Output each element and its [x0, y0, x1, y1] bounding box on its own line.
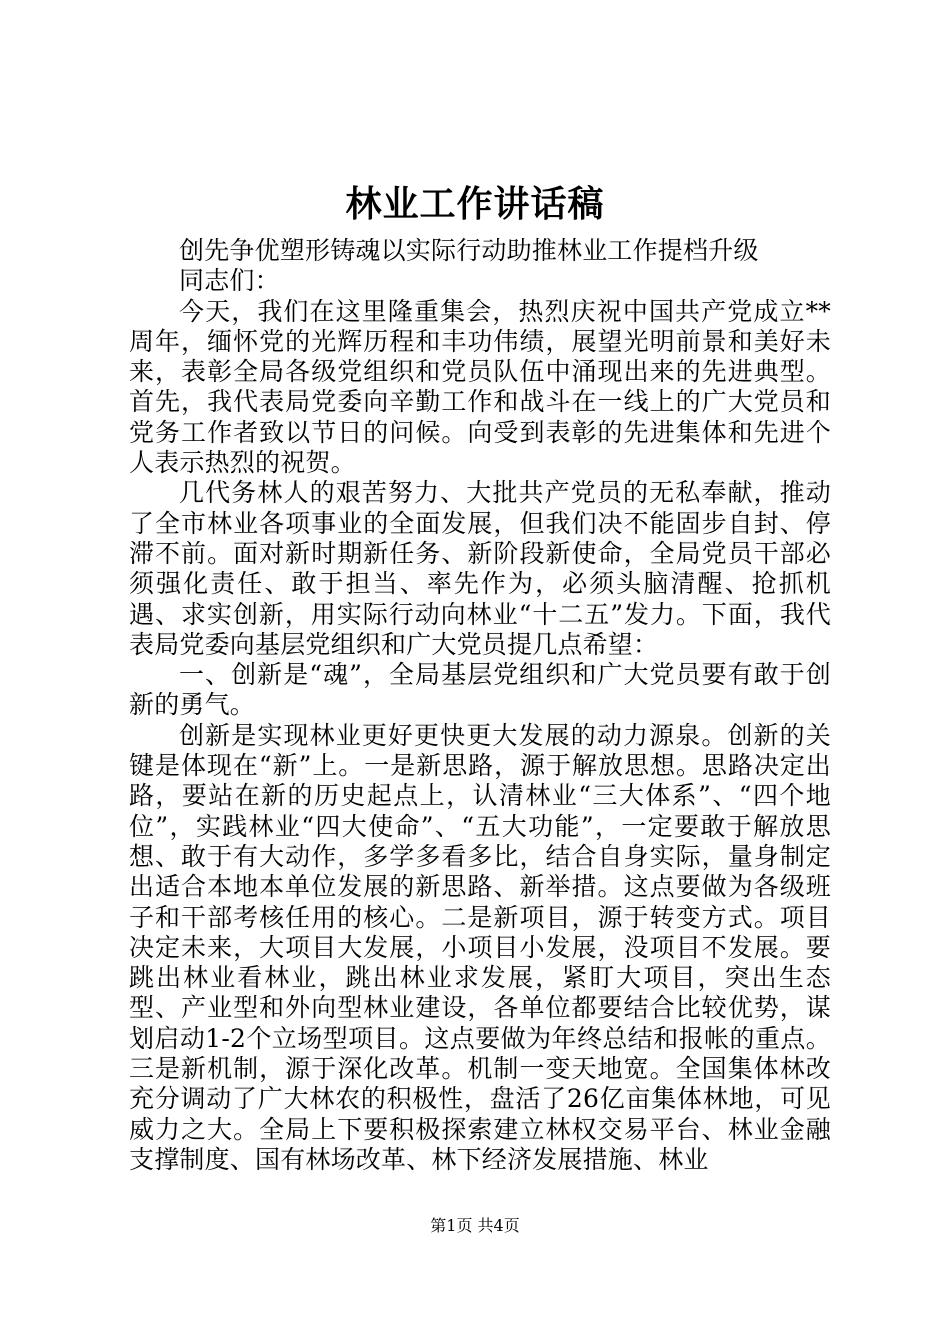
page-footer: 第1页 共4页 [430, 1216, 520, 1235]
document-body [129, 236, 831, 1175]
salutation-paragraph: 同志们： [179, 266, 280, 296]
body-paragraph: 创新是实现林业更好更快更大发展的动力源泉。创新的关键是体现在“新”上。一是新思路，源于解放思想。思路决定出路，要站在新的历史起点上，认清林业“三大体系”、“四个地位”，实践林业“四大使命”、“五大功能”，一定要敢于解放思想、敢于有大动作，多学多看多比，结合自身实际，量身制定出适合本地本单位发展的新思路、新举措。这点要做为各级班子和干部考核任用的核心。二是新项目，源于转变方式。项目决定未来，大项目大发展，小项目小发展，没项目不发展。要跳出林业看林业，跳出林业求发展，紧盯大项目，突出生态型、产业型和外向型林业建设，各单位都要结合比较优势，谋划启动1-2个立场型项目。这点要做为年终总结和报帐的重点。三是新机制，源于深化改革。机制一变天地宽。全国集体林改充分调动了广大林农的积极性，盘活了26亿亩集体林地，可见威力之大。全局上下要积极探索建立林权交易平台、林业金融支撑制度、国有林场改革、林下经济发展措施、林业 [129, 720, 831, 1174]
body-paragraph: 今天，我们在这里隆重集会，热烈庆祝中国共产党成立**周年，缅怀党的光辉历程和丰功伟绩，展望光明前景和美好未来，表彰全局各级党组织和党员队伍中涌现出来的先进典型。首先，我代表局党委向辛勤工作和战斗在一线上的广大党员和党务工作者致以节日的问候。向受到表彰的先进集体和先进个人表示热烈的祝贺。 [129, 296, 831, 478]
document-title: 林业工作讲话稿 [345, 184, 605, 225]
subtitle-paragraph: 创先争优塑形铸魂以实际行动助推林业工作提档升级 [179, 236, 759, 265]
section-heading-paragraph: 一、创新是“魂”，全局基层党组织和广大党员要有敢于创新的勇气。 [129, 660, 831, 720]
body-paragraph: 几代务林人的艰苦努力、大批共产党员的无私奉献，推动了全市林业各项事业的全面发展，但我们决不能固步自封、停滞不前。面对新时期新任务、新阶段新使命，全局党员干部必须强化责任、敢于担当、率先作为，必须头脑清醒、抢抓机遇、求实创新，用实际行动向林业“十二五”发力。下面，我代表局党委向基层党组织和广大党员提几点希望： [129, 478, 831, 659]
